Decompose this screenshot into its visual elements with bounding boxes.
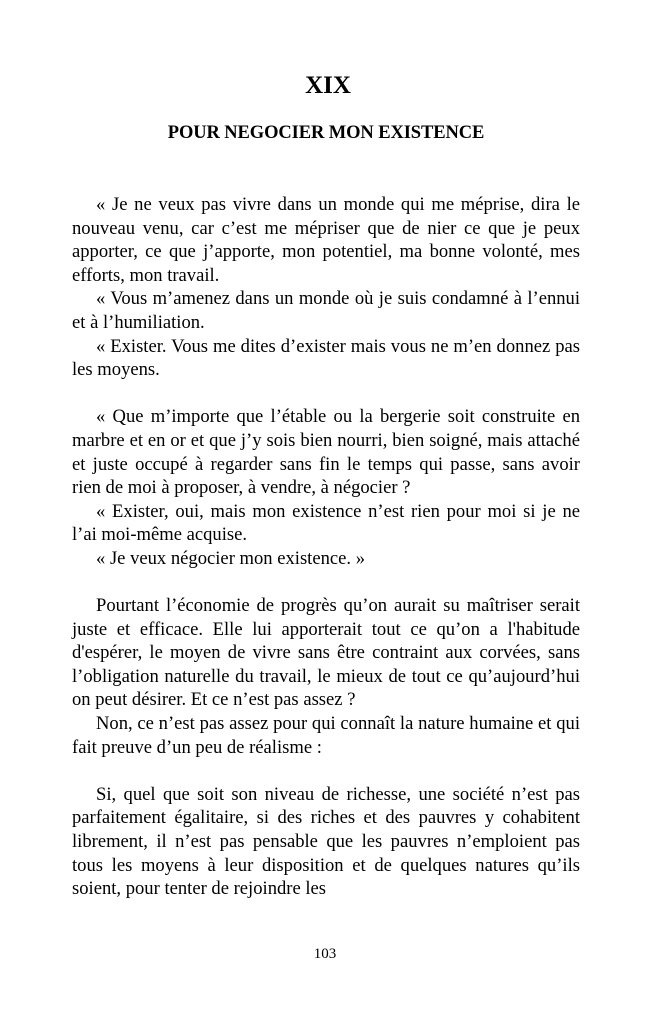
paragraph: « Vous m’amenez dans un monde où je suis condamné à l’ennui et à l’humiliation. bbox=[72, 288, 580, 333]
paragraph: Pourtant l’économie de progrès qu’on aurait su maîtriser serait juste et efficace. Elle lui apporterait tout ce qu’on a l'habitude d'espérer, le moyen de vivre sans être contraint aux corvées, sans l’obligation naturelle du travail, le mieux de tout ce qu’aujourd’hui on peut désirer. Et ce n’est pas assez ? bbox=[72, 595, 580, 711]
paragraph: Si, quel que soit son niveau de richesse, une société n’est pas parfaitement égalitaire, si des riches et des pauvres y cohabitent librement, il n’est pas pensable que les pauvres n’emploient pas tous les moyens à leur disposition et de quelques natures qu’ils soient, pour tenter de rejoindre les bbox=[72, 783, 580, 900]
paragraph: « Exister, oui, mais mon existence n’est rien pour moi si je ne l’ai moi-même acquise. bbox=[72, 500, 580, 546]
paragraph-gap bbox=[72, 759, 580, 783]
paragraph-gap bbox=[72, 382, 580, 406]
paragraph: « Que m’importe que l’étable ou la bergerie soit construite en marbre et en or et que j’y sois bien nourri, bien soigné, mais attaché et juste occupé à regarder sans fin le temps qui passe, sans avoir rien de moi à proposer, à vendre, à négocier ? bbox=[72, 406, 580, 499]
paragraph: « Je ne veux pas vivre dans un monde qui me méprise, dira le nouveau venu, car c’est me mépriser que de nier ce que je peux apporter, ce que j’apporte, mon potentiel, ma bonne volonté, mes efforts, mon travail. bbox=[72, 194, 580, 286]
paragraph: Non, ce n’est pas assez pour qui connaît la nature humaine et qui fait preuve d’un peu de réalisme : bbox=[72, 713, 580, 758]
book-page bbox=[72, 70, 580, 901]
page-number: 103 bbox=[313, 946, 337, 962]
paragraph: « Je veux négocier mon existence. » bbox=[96, 547, 366, 569]
paragraph: « Exister. Vous me dites d’exister mais vous ne m’en donnez pas les moyens. bbox=[72, 335, 580, 381]
chapter-number: XIX bbox=[305, 72, 351, 99]
paragraph-gap bbox=[72, 571, 580, 595]
body-text bbox=[72, 193, 580, 901]
chapter-title: POUR NEGOCIER MON EXISTENCE bbox=[167, 123, 485, 143]
